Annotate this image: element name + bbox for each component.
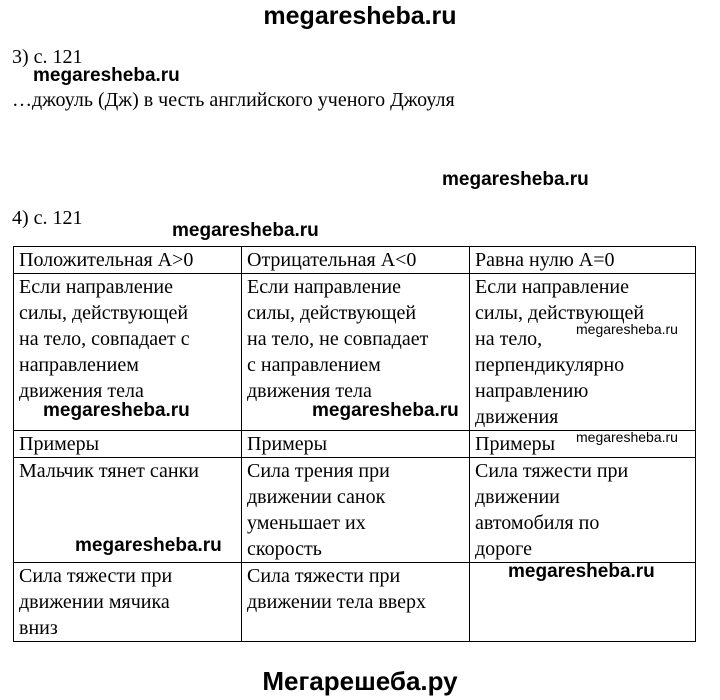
example-negative-1: Сила трения при движении санок уменьшает их скорость [242,458,470,563]
watermark-top: megaresheba.ru [263,2,457,30]
watermark: megaresheba.ru [75,535,222,556]
section-4-heading: 4) с. 121 [12,207,83,229]
header-zero: Равна нулю A=0 [470,247,696,274]
section-3-answer: …джоуль (Дж) в честь английского ученого Джоуля [12,89,455,111]
example-positive-1: Мальчик тянет санки [14,458,242,563]
watermark: megaresheba.ru [508,561,655,582]
table-header-row [14,247,696,274]
watermark: megaresheba.ru [442,169,589,190]
watermark: megaresheba.ru [576,429,678,445]
header-negative: Отрицательная A<0 [242,247,470,274]
example-zero-1: Сила тяжести при движении автомобиля по дороге [470,458,696,563]
examples-label: Примеры [14,431,242,458]
example-negative-2: Сила тяжести при движении тела вверх [242,563,470,642]
condition-positive: Если направление силы, действующей на тело, совпадает с направлением движения тела [14,274,242,431]
watermark-bottom: Мегарешеба.ру [262,666,458,696]
watermark: megaresheba.ru [33,65,180,86]
section-3-heading: 3) с. 121 [12,46,83,68]
watermark: megaresheba.ru [43,400,190,421]
examples-label: Примеры [470,431,696,458]
watermark: megaresheba.ru [312,400,459,421]
watermark: megaresheba.ru [576,321,678,337]
condition-zero: Если направление силы, действующей на тело, перпендикулярно направлению движения [470,274,696,431]
examples-label: Примеры [242,431,470,458]
header-positive: Положительная A>0 [14,247,242,274]
condition-negative: Если направление силы, действующей на тело, не совпадает с направлением движения тела [242,274,470,431]
watermark: megaresheba.ru [172,220,319,241]
example-positive-2: Сила тяжести при движении мячика вниз [14,563,242,642]
